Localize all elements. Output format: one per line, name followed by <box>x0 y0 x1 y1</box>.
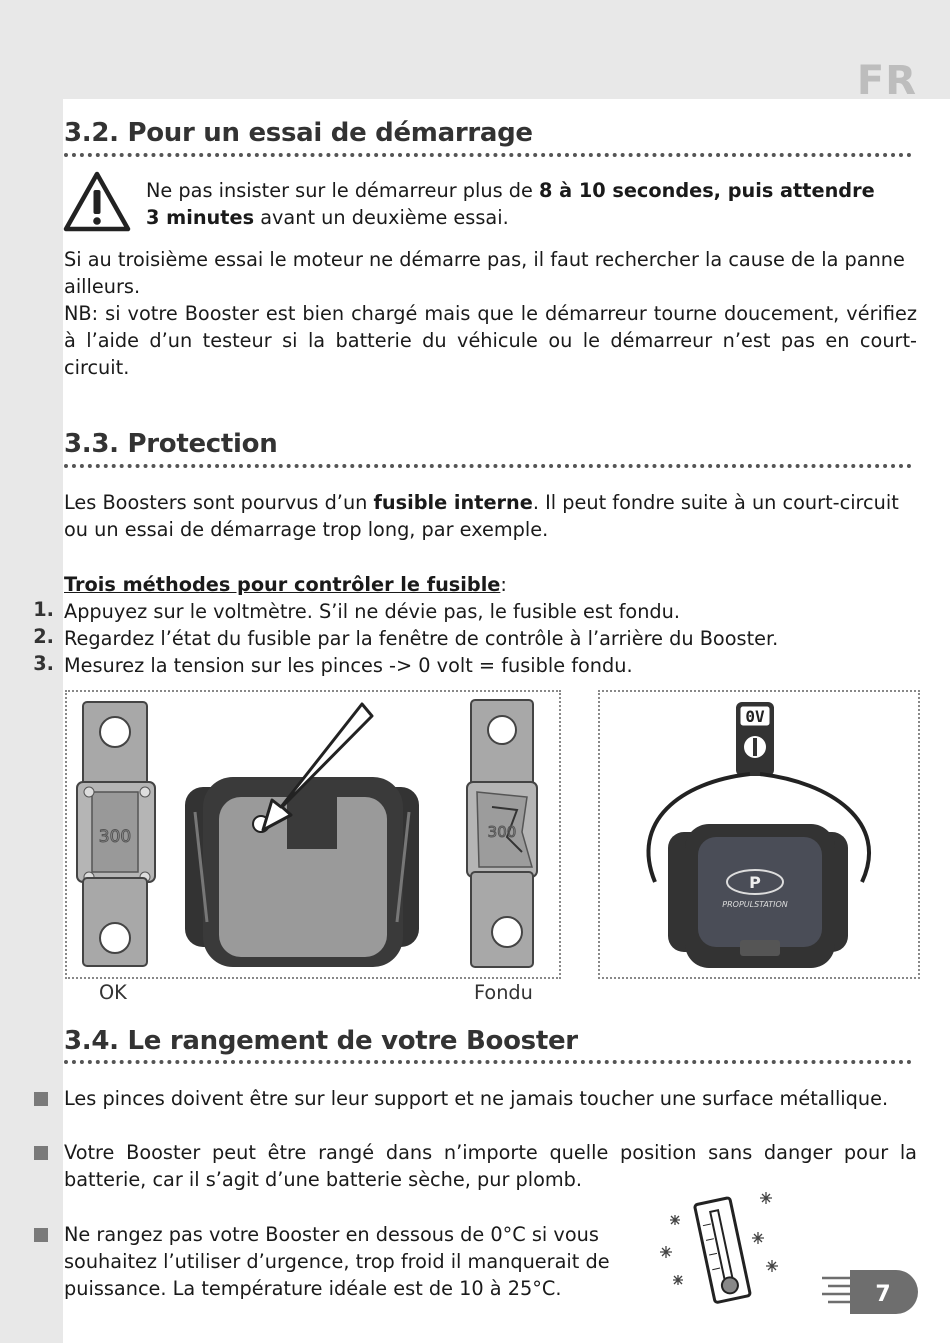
text-part: . Il peut fondre suite à un court-circuit ou un essai de démarrage trop long, par exemple. <box>64 491 899 541</box>
fuse-rating-ok: 300 <box>98 827 132 847</box>
brand-logo-icon: P <box>749 873 761 892</box>
warning-emphasis: 8 à 10 secondes, puis attendre <box>538 179 875 202</box>
fuse-illustration <box>67 692 557 975</box>
methods-title: Trois méthodes pour contrôler le fusible <box>64 573 501 596</box>
methods-heading <box>64 571 917 598</box>
section-title-3-2: 3.2. Pour un essai de démarrage <box>64 118 533 148</box>
divider <box>64 464 912 468</box>
list-number: 3. <box>33 652 54 675</box>
voltmeter-illustration <box>600 692 916 975</box>
warning-text-part: Ne pas insister sur le démarreur plus de <box>146 179 539 202</box>
bullet-icon <box>34 1092 48 1106</box>
bullet-icon <box>34 1228 48 1242</box>
colon: : <box>500 573 507 596</box>
paragraph: NB: si votre Booster est bien chargé mais que le démarreur tourne doucement, vérifiez à l’aide d’un testeur si la batterie du véhicule ou le démarreur n’est pas en court-circuit. <box>64 302 917 379</box>
caption-ok: OK <box>99 981 127 1004</box>
thermometer-icon <box>648 1192 788 1304</box>
divider <box>64 1060 912 1064</box>
list-item: Votre Booster peut être rangé dans n’importe quelle position sans danger pour la batterie, car il s’agit d’une batterie sèche, pur plomb. <box>64 1141 917 1191</box>
list-item: Regardez l’état du fusible par la fenêtre de contrôle à l’arrière du Booster. <box>64 627 779 650</box>
voltmeter-icon <box>736 702 774 776</box>
bullet-icon <box>34 1146 48 1160</box>
list-item: Appuyez sur le voltmètre. S’il ne dévie pas, le fusible est fondu. <box>64 600 681 623</box>
list-number: 1. <box>33 598 54 621</box>
page-number-badge <box>820 1268 920 1316</box>
fuse-blown-icon <box>467 700 537 967</box>
paragraph <box>64 489 917 543</box>
caption-blown: Fondu <box>474 981 533 1004</box>
top-band <box>0 0 950 99</box>
divider <box>64 153 912 157</box>
paragraph: Si au troisième essai le moteur ne démarre pas, il faut rechercher la cause de la panne ailleurs. <box>64 248 905 298</box>
list-item: Ne rangez pas votre Booster en dessous de 0°C si vous souhaitez l’utiliser d’urgence, trop froid il manquerait de puissance. La température idéale est de 10 à 25°C. <box>64 1223 610 1300</box>
warning-text-part: avant un deuxième essai. <box>254 206 509 229</box>
fuse-ok-icon <box>77 702 155 966</box>
text-part: Les Boosters sont pourvus d’un <box>64 491 374 514</box>
warning-icon <box>63 170 131 233</box>
language-tag: FR <box>856 58 917 104</box>
brand-name: PROPULSTATION <box>722 900 788 909</box>
text-emphasis: fusible interne <box>373 491 533 514</box>
booster-device-icon <box>185 777 419 967</box>
page-number: 7 <box>875 1282 891 1307</box>
fuse-rating-blown: 300 <box>487 823 517 841</box>
warning-emphasis: 3 minutes <box>146 206 255 229</box>
list-item: Mesurez la tension sur les pinces -> 0 volt = fusible fondu. <box>64 654 633 677</box>
list-item: Les pinces doivent être sur leur support et ne jamais toucher une surface métallique. <box>64 1087 889 1110</box>
section-title-3-4: 3.4. Le rangement de votre Booster <box>64 1026 578 1056</box>
booster-device-icon <box>668 824 848 968</box>
section-title-3-3: 3.3. Protection <box>64 429 278 459</box>
warning-text <box>146 177 886 231</box>
list-number: 2. <box>33 625 54 648</box>
voltmeter-reading: 0V <box>745 707 765 726</box>
